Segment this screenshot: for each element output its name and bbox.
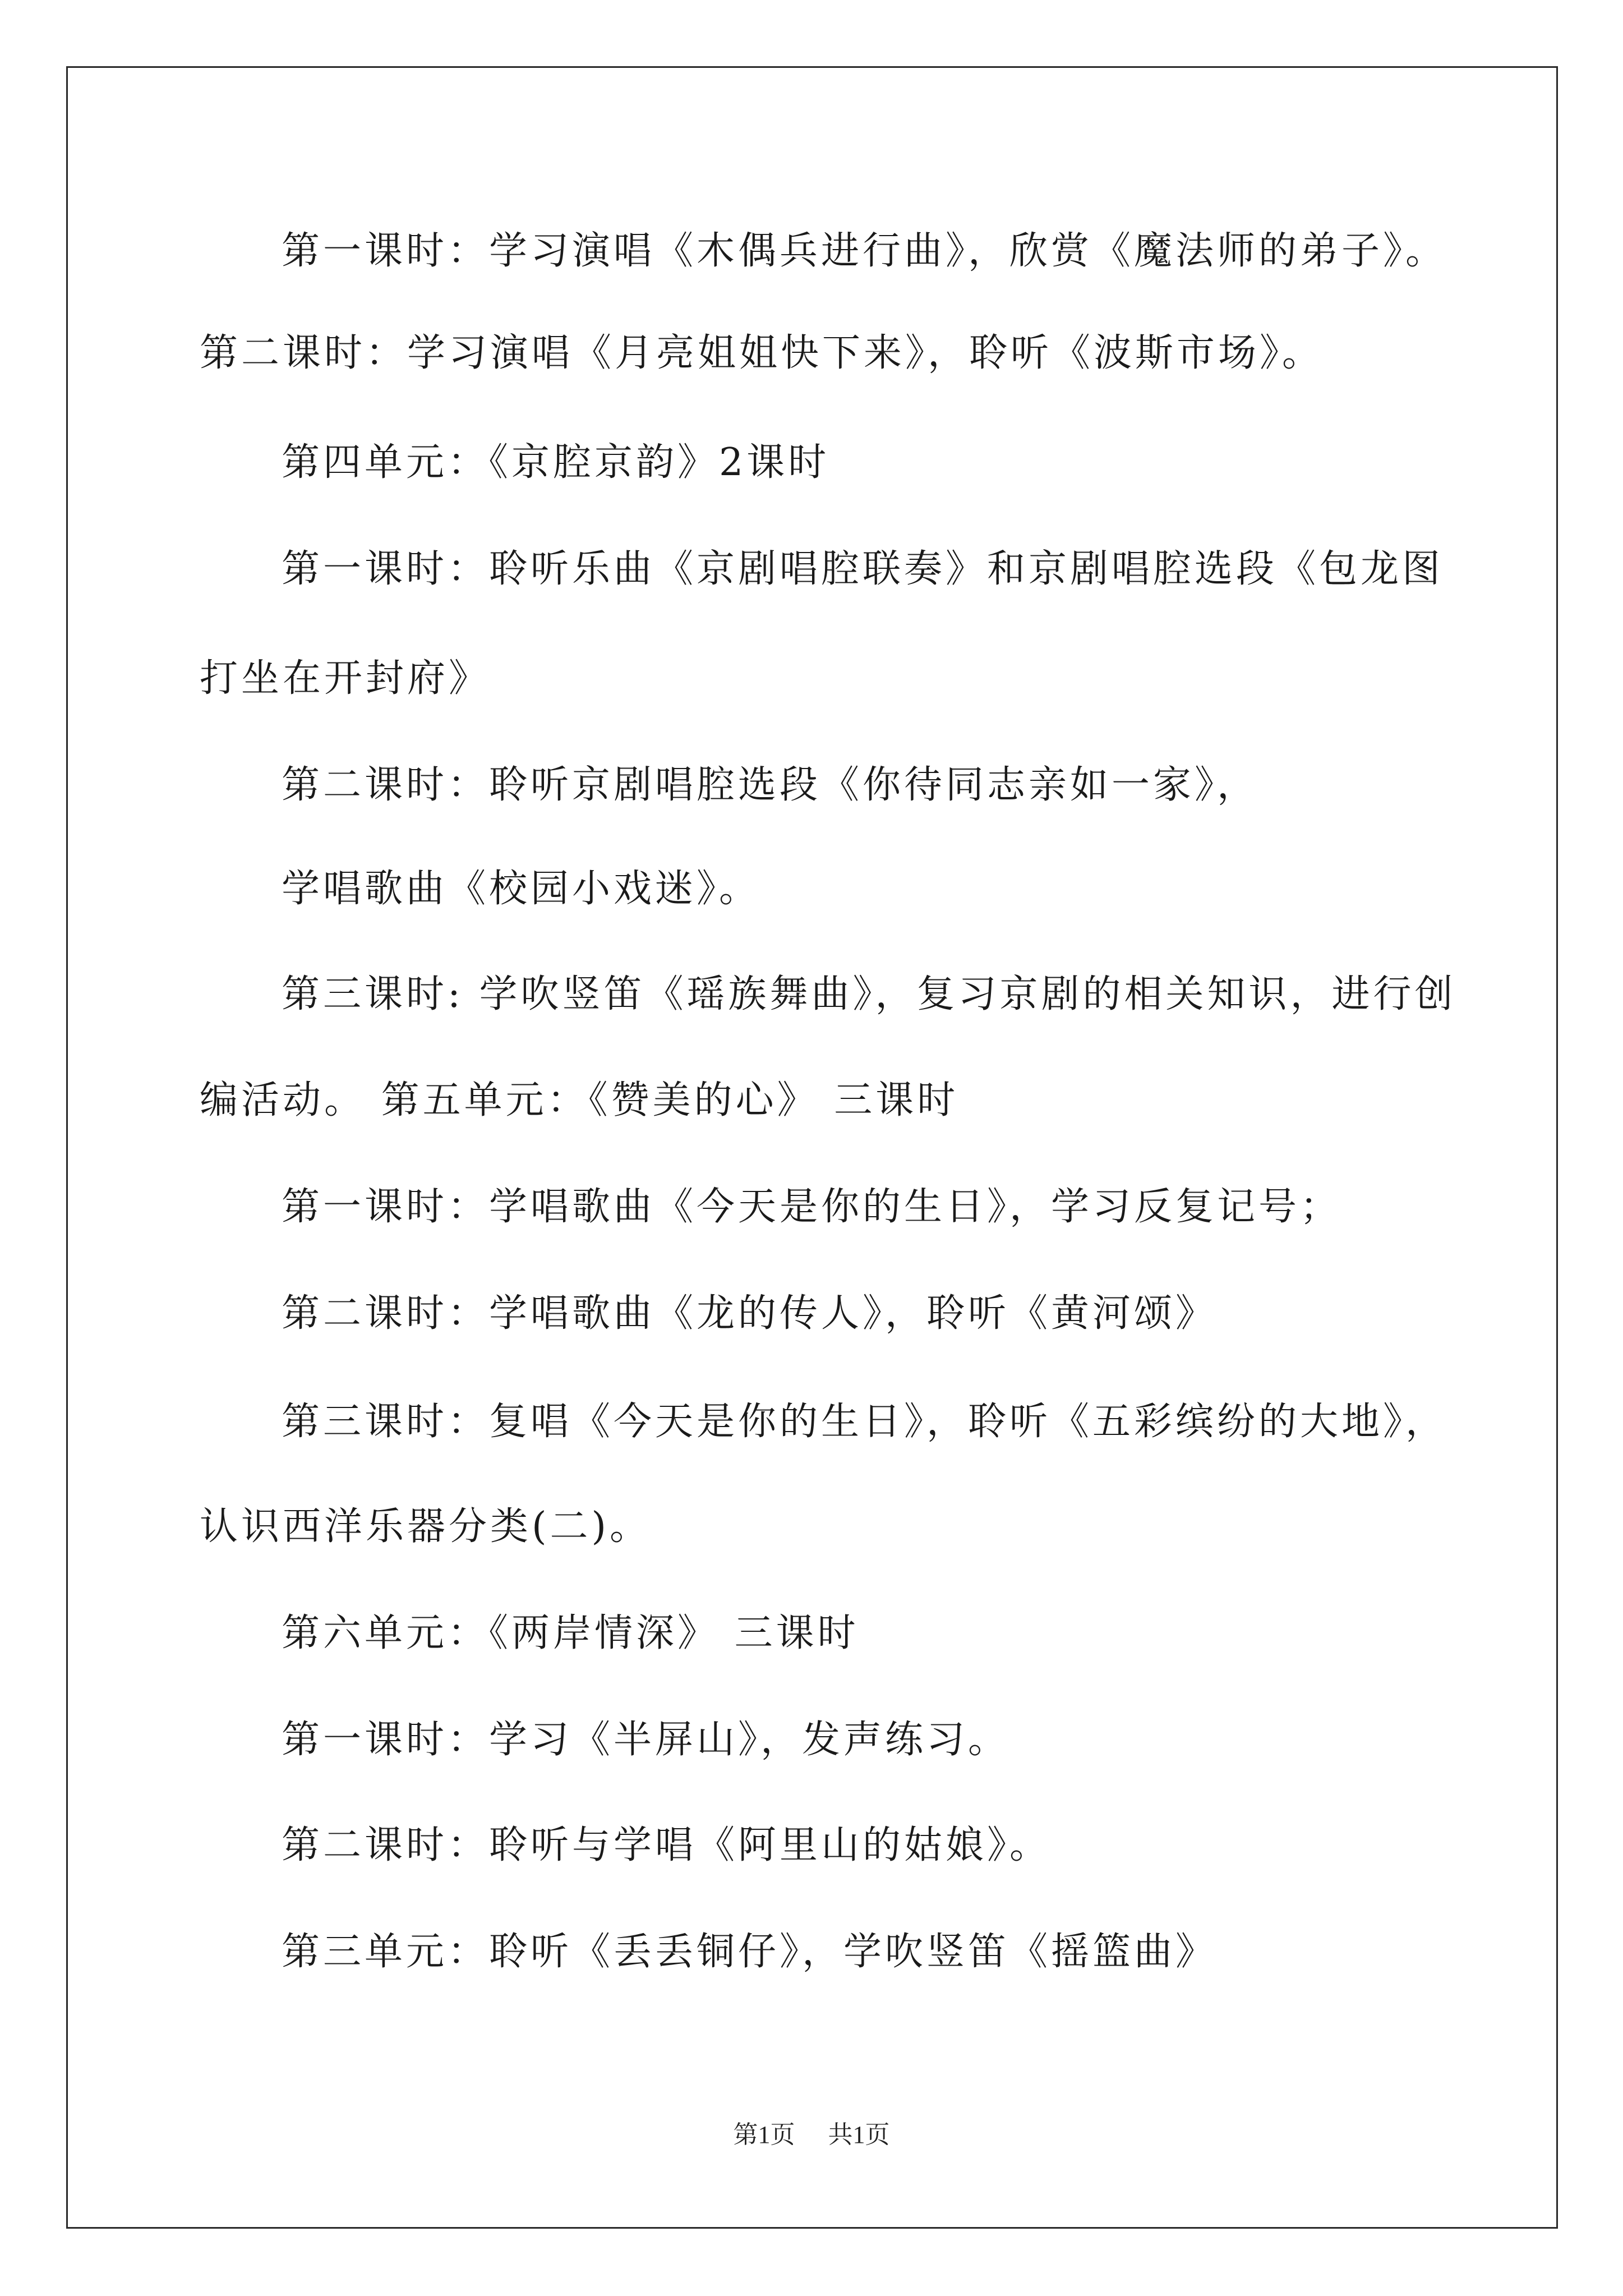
text-line: 第二课时：学唱歌曲《龙的传人》，聆听《黄河颂》 — [282, 1291, 1218, 1336]
text-line: 第二课时：聆听与学唱《阿里山的姑娘》。 — [282, 1823, 1052, 1867]
page-footer — [0, 2119, 1623, 2151]
text-line: 第三课时: 学吹竖笛《瑶族舞曲》，复习京剧的相关知识，进行创 — [282, 972, 1456, 1016]
text-line: 学唱歌曲《校园小戏迷》。 — [282, 867, 761, 911]
text-line: 打坐在开封府》 — [200, 656, 491, 701]
text-line: 第一课时：聆听乐曲《京剧唱腔联奏》和京剧唱腔选段《包龙图 — [282, 547, 1444, 591]
page-border — [66, 66, 1558, 2229]
text-line: 认识西洋乐器分类(二)。 — [200, 1504, 652, 1549]
text-line: 第二课时：学习演唱《月亮姐姐快下来》，聆听《波斯市场》。 — [200, 331, 1324, 375]
text-line: 第三单元：聆听《丢丢铜仔》，学吹竖笛《摇篮曲》 — [282, 1930, 1218, 1974]
text-line: 第四单元：《京腔京韵》2课时 — [282, 440, 830, 485]
text-line: 第六单元：《两岸情深》 三课时 — [282, 1611, 859, 1655]
text-line: 第一课时：学唱歌曲《今天是你的生日》，学习反复记号； — [282, 1185, 1342, 1229]
page-total: 共1页 — [828, 2121, 890, 2148]
page-number: 第1页 — [733, 2121, 795, 2148]
text-line: 第一课时：学习《半屏山》，发声练习。 — [282, 1718, 1010, 1762]
text-line: 第一课时：学习演唱《木偶兵进行曲》，欣赏《魔法师的弟子》。 — [282, 229, 1447, 273]
text-line: 第二课时：聆听京剧唱腔选段《你待同志亲如一家》， — [282, 763, 1259, 807]
text-line: 编活动。 第五单元：《赞美的心》 三课时 — [200, 1078, 959, 1122]
text-line: 第三课时：复唱《今天是你的生日》，聆听《五彩缤纷的大地》， — [282, 1400, 1447, 1444]
